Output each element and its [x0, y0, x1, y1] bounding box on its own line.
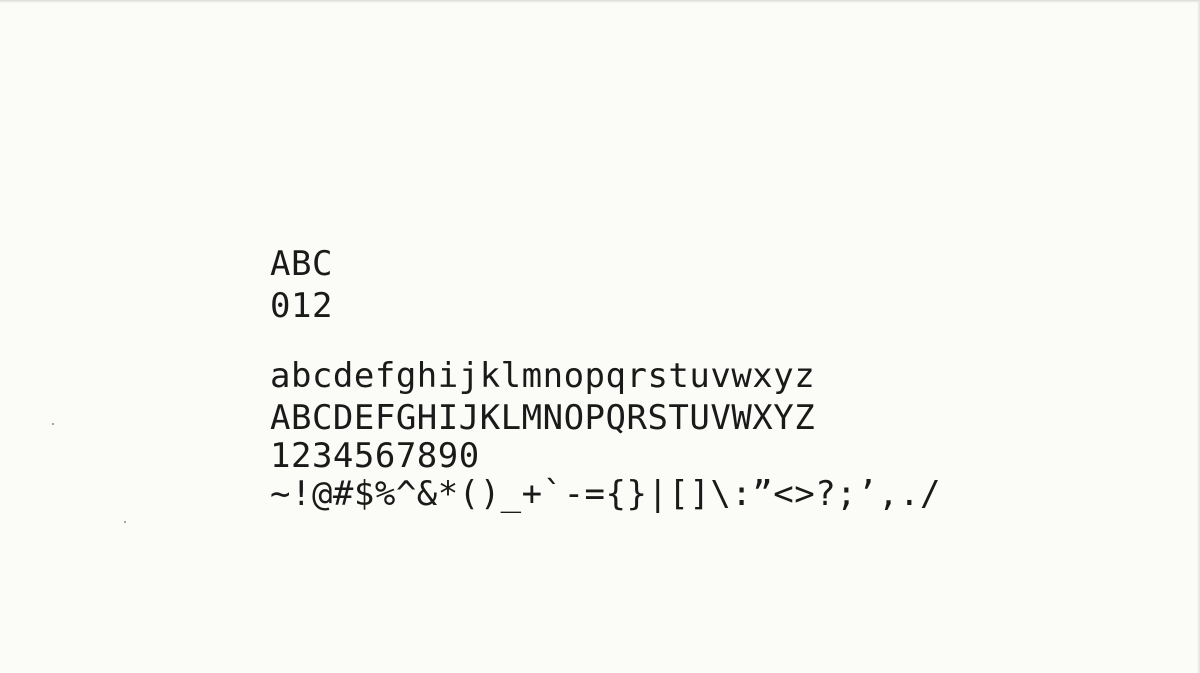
- specimen-line-abc: ABC: [270, 244, 333, 284]
- dust-speck: [124, 521, 126, 523]
- specimen-line-012: 012: [270, 286, 333, 326]
- dust-speck: [52, 423, 54, 425]
- specimen-line-uppercase: ABCDEFGHIJKLMNOPQRSTUVWXYZ: [270, 398, 816, 438]
- specimen-line-digits: 1234567890: [270, 436, 480, 476]
- type-specimen: [270, 244, 1150, 514]
- scan-top-edge: [0, 0, 1200, 3]
- specimen-line-symbols: ~!@#$%^&*()_+`-={}|[]\:”<>?;’,./: [270, 474, 942, 514]
- specimen-line-lowercase: abcdefghijklmnopqrstuvwxyz: [270, 356, 816, 396]
